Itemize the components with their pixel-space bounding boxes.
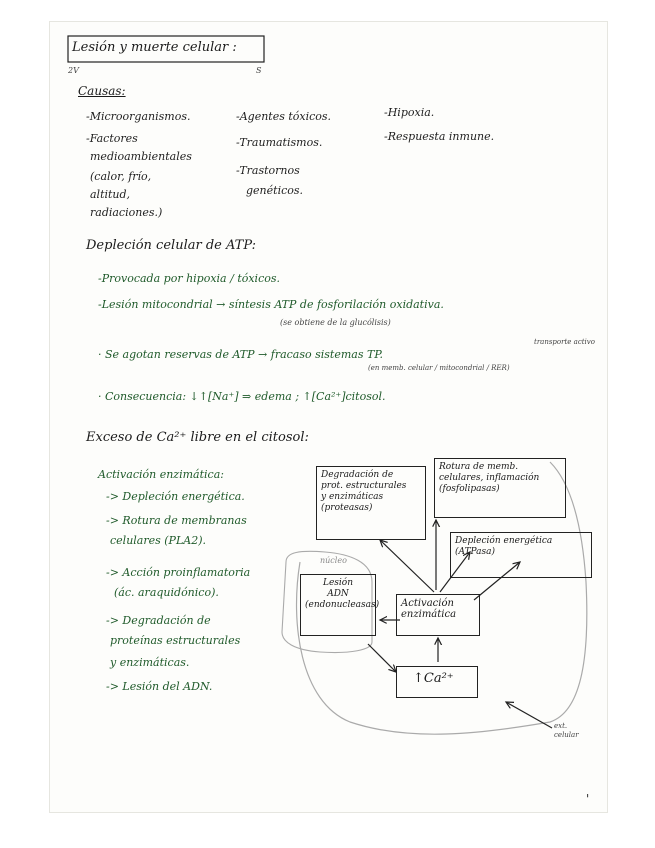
calcium-item-3: celulares (PLA2). bbox=[110, 534, 206, 547]
notebook-page bbox=[50, 22, 607, 812]
diagram-box-calcium-text: ↑Ca²⁺ bbox=[413, 671, 454, 686]
causa-radiaciones: radiaciones.) bbox=[90, 206, 163, 219]
causa-hipoxia: -Hipoxia. bbox=[384, 106, 435, 119]
diagram-box-rotura bbox=[434, 458, 566, 518]
diagram-box-lesion-adn-text: Lesión ADN (endonucleasas) bbox=[305, 578, 380, 610]
depletion-heading: Depleción celular de ATP: bbox=[86, 238, 256, 253]
diagram-box-rotura-text: Rotura de memb. celulares, inflamación (fosfolipasas) bbox=[439, 462, 540, 494]
causas-heading: Causas: bbox=[78, 84, 126, 98]
depletion-line-3: · Se agotan reservas de ATP → fracaso sistemas TP. bbox=[98, 348, 383, 361]
calcium-item-0: Activación enzimática: bbox=[98, 468, 224, 481]
diagram-box-degradacion-text: Degradación de prot. estructurales y enzimáticas (proteasas) bbox=[321, 470, 407, 513]
title-mark-right: S bbox=[256, 66, 262, 75]
depletion-line-4: · Consecuencia: ↓↑[Na⁺] ⇒ edema ; ↑[Ca²⁺]citosol. bbox=[98, 390, 386, 403]
diagram-box-lesion-adn bbox=[300, 574, 380, 636]
calcium-item-7: proteínas estructurales bbox=[110, 634, 241, 647]
causa-respuesta-inmune: -Respuesta inmune. bbox=[384, 130, 495, 143]
diagram-box-activacion bbox=[396, 594, 480, 636]
diagram-lines bbox=[50, 22, 607, 812]
calcium-item-9: -> Lesión del ADN. bbox=[106, 680, 213, 693]
causa-altitud: altitud, bbox=[90, 188, 131, 201]
diagram-box-activacion-text: Activación enzimática bbox=[401, 598, 457, 620]
calcium-item-8: y enzimáticas. bbox=[110, 656, 190, 669]
depletion-line-2-note: (se obtiene de la glucólisis) bbox=[280, 318, 391, 327]
calcium-item-5: (ác. araquidónico). bbox=[114, 586, 219, 599]
diagram-label-nucleo: núcleo bbox=[320, 556, 347, 565]
depletion-line-3-note-top: transporte activo bbox=[534, 338, 595, 346]
calcium-item-4: -> Acción proinflamatoria bbox=[106, 566, 251, 579]
causa-microorganismos: -Microorganismos. bbox=[86, 110, 191, 123]
title-mark-left: 2V bbox=[68, 66, 79, 75]
diagram-box-deplecion bbox=[450, 532, 592, 578]
diagram-label-ext-celular: ext. celular bbox=[554, 722, 579, 739]
diagram-box-deplecion-text: Depleción energética (ATPasa) bbox=[455, 536, 553, 557]
causa-trastornos: -Trastornos bbox=[236, 164, 300, 177]
causa-agentes-toxicos: -Agentes tóxicos. bbox=[236, 110, 332, 123]
depletion-line-1: -Provocada por hipoxia / tóxicos. bbox=[98, 272, 281, 285]
causa-calor: (calor, frío, bbox=[90, 170, 152, 183]
causa-geneticos: genéticos. bbox=[246, 184, 304, 197]
causa-factores: -Factores bbox=[86, 132, 138, 145]
calcium-item-1: -> Depleción energética. bbox=[106, 490, 245, 503]
calcium-heading: Exceso de Ca²⁺ libre en el citosol: bbox=[86, 430, 309, 445]
calcium-item-6: -> Degradación de bbox=[106, 614, 211, 627]
causa-medioambientales: medioambientales bbox=[90, 150, 192, 163]
depletion-line-2: -Lesión mitocondrial → síntesis ATP de fosforilación oxidativa. bbox=[98, 298, 444, 311]
depletion-line-3-note-bottom: (en memb. celular / mitocondrial / RER) bbox=[368, 364, 510, 372]
calcium-item-2: -> Rotura de membranas bbox=[106, 514, 247, 527]
diagram-box-degradacion bbox=[316, 466, 426, 540]
diagram-box-calcium bbox=[396, 666, 478, 698]
causa-traumatismos: -Traumatismos. bbox=[236, 136, 323, 149]
page-mark: ' bbox=[586, 792, 590, 806]
page-title: Lesión y muerte celular : bbox=[72, 40, 237, 55]
